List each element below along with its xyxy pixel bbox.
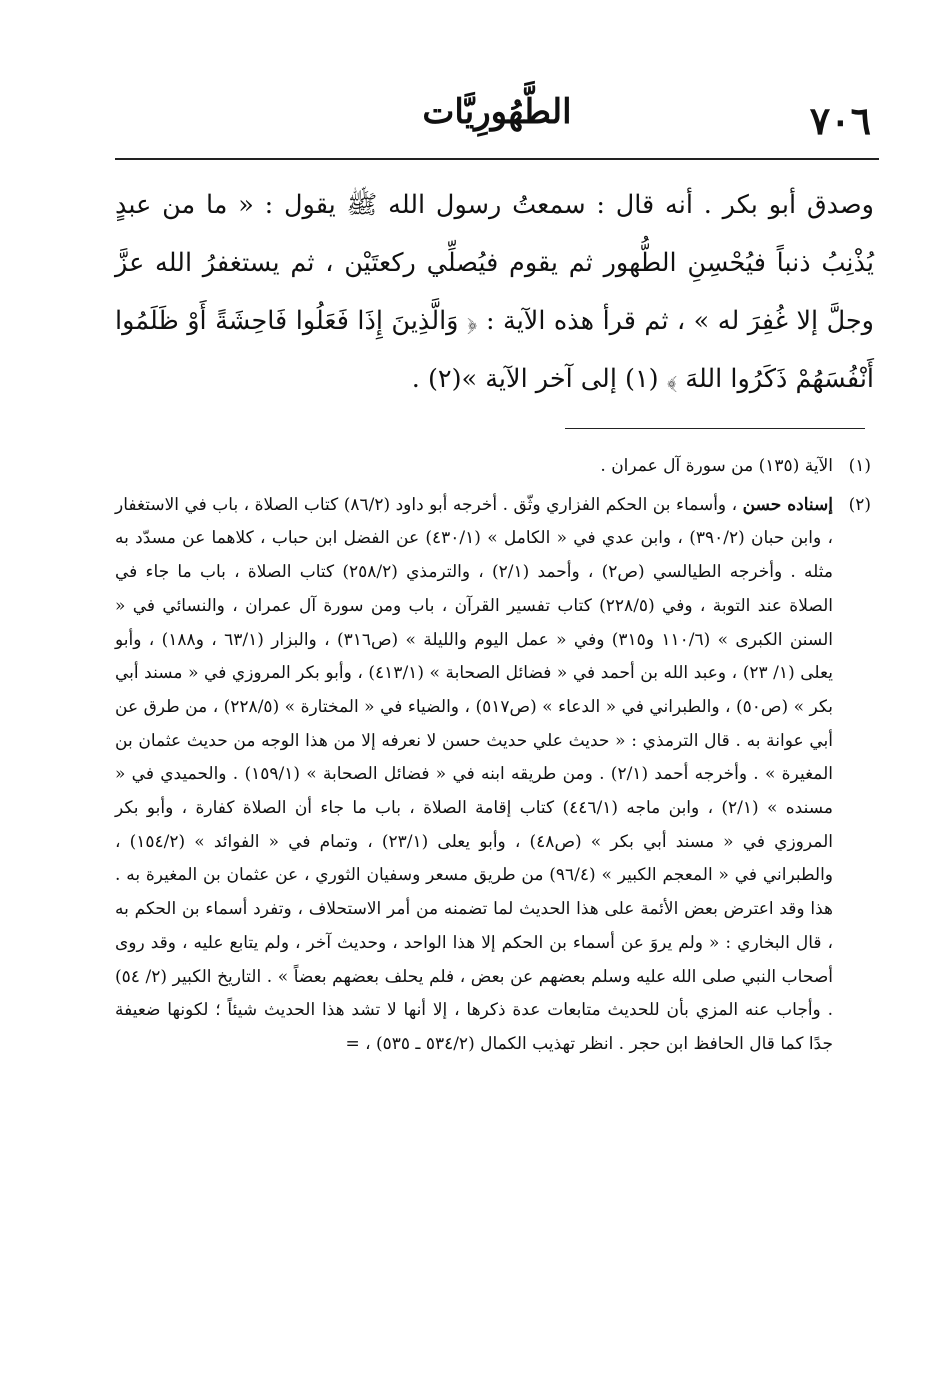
footnote-number: (٢) xyxy=(848,494,871,515)
footnote-2 xyxy=(115,489,871,1062)
page-number: ٧٠٦ xyxy=(809,98,871,143)
page-header xyxy=(115,88,879,160)
main-paragraph: وصدق أبو بكر . أنه قال : سمعتُ رسول الله ﷺ يقول : « ما من عبدٍ يُذْنِبُ ذنباً فيُحْسِنِ الطُّهور ثم يقوم فيُصلِّي ركعتَيْن ، ثم يستغفرُ الله عزَّ وجلَّ إلا غُفِرَ له » ، ثم قرأ هذه الآية : ﴿ وَالَّذِينَ إِذَا فَعَلُوا فَاحِشَةً أَوْ ظَلَمُوا أَنْفُسَهُمْ ذَكَرُوا اللهَ ﴾ (١) إلى آخر الآية »(٢) . xyxy=(115,190,874,394)
footnote-body xyxy=(115,489,833,1062)
running-title: الطَّهُورِيَّات xyxy=(422,92,572,132)
footnote-number: (١) xyxy=(848,456,871,476)
main-text xyxy=(115,176,874,408)
footnote-text: ، وأسماء بن الحكم الفزاري وثّق . أخرجه أبو داود (٨٦/٢) كتاب الصلاة ، باب في الاستغفار ، وابن حبان (٣٩٠/٢) ، وابن عدي في « الكامل » (٤٣٠/١) عن الفضل ابن حباب ، كلاهما عن مسدّد به مثله . وأخرجه الطيالسي (ص٢) ، وأحمد (٢/١) ، والترمذي (٢٥٨/٢) كتاب الصلاة ، باب ما جاء في الصلاة عند التوبة ، وفي (٢٢٨/٥) كتاب تفسير القرآن ، باب ومن سورة آل عمران ، والنسائي في « السنن الكبرى » (١١٠/٦ و٣١٥) وفي « عمل اليوم والليلة » (ص٣١٦) ، والبزار (٦٣/١ ، و١٨٨) ، وأبو يعلى (١/ ٢٣) ، وعبد الله بن أحمد في « فضائل الصحابة » (٤١٣/١) ، وأبو بكر المروزي في « مسند أبي بكر » (ص٥٠) ، والطبراني في « الدعاء » (ص٥١٧) ، والضياء في « المختارة » (٢٢٨/٥) ، من طرق عن أبي عوانة به . قال الترمذي : « حديث علي حديث حسن لا نعرفه إلا من هذا الوجه من حديث عثمان بن المغيرة » . وأخرجه أحمد (٢/١) . ومن طريقه ابنه في « فضائل الصحابة » (١٥٩/١) . والحميدي في « مسنده » (٢/١) ، وابن ماجه (٤٤٦/١) كتاب إقامة الصلاة ، باب ما جاء أن الصلاة كفارة ، وأبو بكر المروزي في « مسند أبي بكر » (ص٤٨) ، وأبو يعلى (٢٣/١) ، وتمام في « الفوائد » (١٥٤/٢) ، والطبراني في « المعجم الكبير » (٩٦/٤) من طريق مسعر وسفيان الثوري ، عن عثمان بن المغيرة به . هذا وقد اعترض بعض الأئمة على هذا الحديث لما تضمنه من أمر الاستحلاف ، وتفرد أسماء بن الحكم به ، قال البخاري : « ولم يروَ عن أسماء بن الحكم إلا هذا الواحد ، وحديث آخر ، ولم يتابع عليه ، وقد روى أصحاب النبي صلى الله عليه وسلم بعضهم عن بعض ، فلم يحلف بعضهم بعضاً » . التاريخ الكبير (٢/ ٥٤) . وأجاب عنه المزي بأن للحديث متابعات عدة ذكرها ، إلا أنها لا تشد هذا الحديث شيئاً ؛ لكونها ضعيفة جدًا كما قال الحافظ ابن حجر . انظر تهذيب الكمال (٥٣٤/٢ ـ ٥٣٥) ، = xyxy=(115,494,834,1054)
footnote-bold-lead: إسناده حسن xyxy=(742,494,833,515)
footnote-1 xyxy=(115,450,871,484)
footnotes xyxy=(115,450,871,1067)
footnote-text: الآية (١٣٥) من سورة آل عمران . xyxy=(600,456,833,476)
footnote-separator xyxy=(565,428,865,429)
